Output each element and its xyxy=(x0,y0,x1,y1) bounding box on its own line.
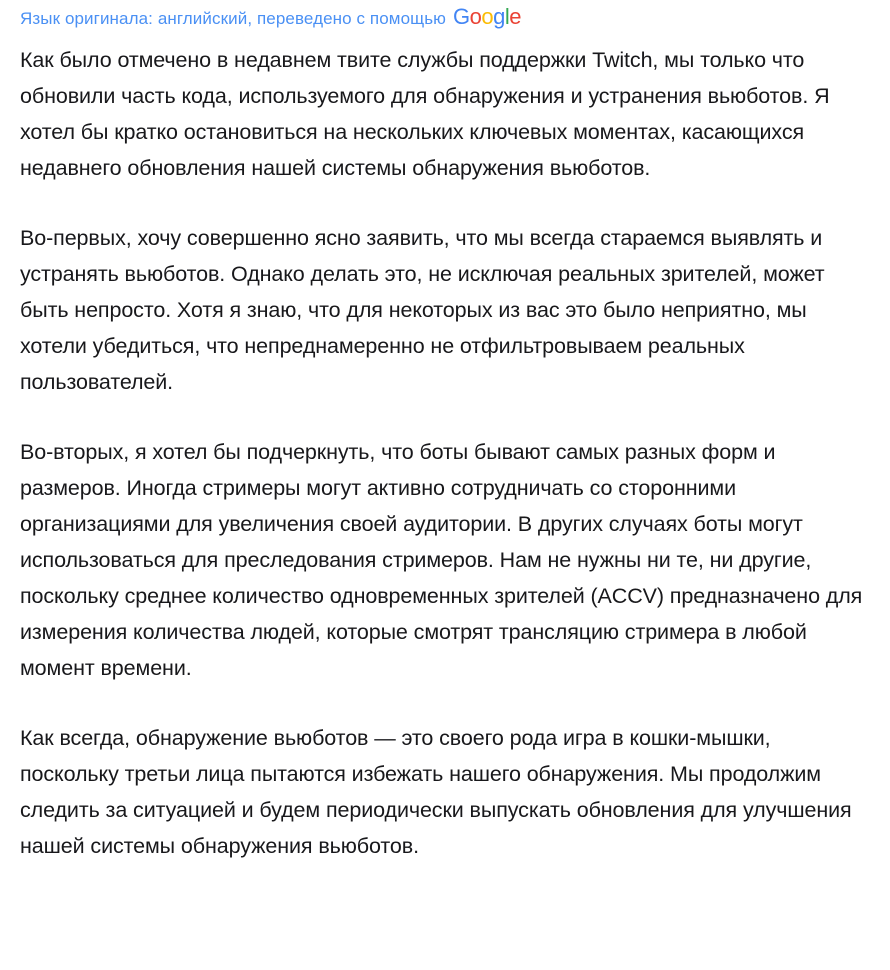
google-logo-letter: e xyxy=(509,4,522,29)
google-logo-letter: o xyxy=(481,4,494,29)
article-paragraph-3: Во-вторых, я хотел бы подчеркнуть, что боты бывают самых разных форм и размеров. Иногда стримеры могут активно сотрудничать со сторонними организациями для увеличения своей аудитории. В других случаях боты могут использоваться для преследования стримеров. Нам не нужны ни те, ни другие, поскольку среднее количество одновременных зрителей (ACCV) предназначено для измерения количества людей, которые смотрят трансляцию стримера в любой момент времени. xyxy=(20,440,863,680)
google-logo xyxy=(453,5,521,29)
google-logo-letter: g xyxy=(493,4,505,29)
google-logo-letter: o xyxy=(469,4,482,29)
translation-notice xyxy=(20,5,870,31)
article-paragraph-4: Как всегда, обнаружение вьюботов — это своего рода игра в кошки-мышки, поскольку третьи лица пытаются избежать нашего обнаружения. Мы продолжим следить за ситуацией и будем периодически выпускать обновления для улучшения нашей системы обнаружения вьюботов. xyxy=(20,726,852,858)
google-logo-letter: l xyxy=(504,4,510,29)
article-paragraph-1: Как было отмечено в недавнем твите службы поддержки Twitch, мы только что обновили часть кода, используемого для обнаружения и устранения вьюботов. Я хотел бы кратко остановиться на нескольких ключевых моментах, касающихся недавнего обновления нашей системы обнаружения вьюботов. xyxy=(20,48,830,180)
article-paragraph-2: Во-первых, хочу совершенно ясно заявить, что мы всегда стараемся выявлять и устранять вьюботов. Однако делать это, не исключая реальных зрителей, может быть непросто. Хотя я знаю, что для некоторых из вас это было неприятно, мы хотели убедиться, что непреднамеренно не отфильтровываем реальных пользователей. xyxy=(20,226,825,394)
google-logo-letter: G xyxy=(453,4,470,29)
translation-notice-text: Язык оригинала: английский, переведено с помощью xyxy=(20,9,447,28)
article-body xyxy=(20,42,870,864)
